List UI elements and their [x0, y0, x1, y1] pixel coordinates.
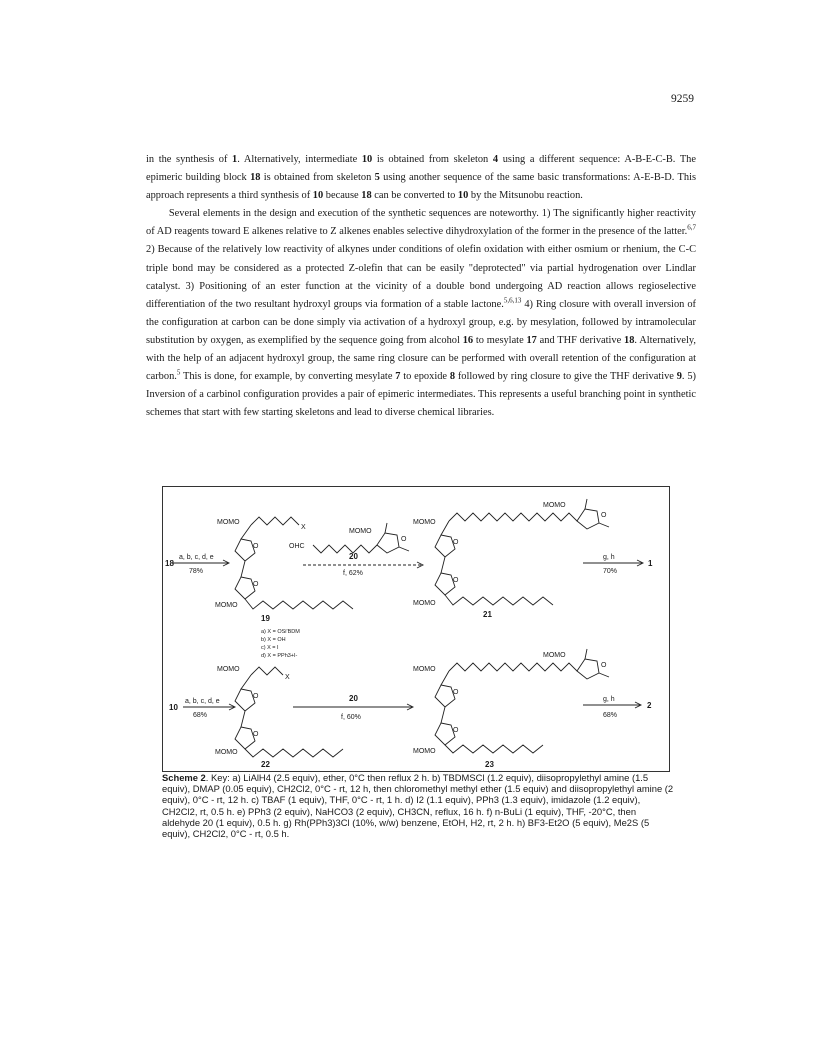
thf-ring-21-lower [435, 573, 455, 595]
thf-ring-23-lower [435, 723, 455, 745]
chain-20 [313, 545, 377, 553]
momo-23-top: MOMO [413, 666, 436, 673]
ring-o-22b: O [253, 731, 259, 738]
text-run: because [323, 190, 362, 202]
lactone-o-23: O [601, 662, 607, 669]
chain-22-bottom [245, 749, 343, 757]
compound-ref: 4 [492, 154, 499, 165]
x-variant-d: d) X = PPh3+I- [261, 653, 298, 659]
thf-ring-19-lower [235, 577, 255, 599]
arrow-2-reagents: 20 [349, 552, 358, 561]
arrow-2-yield: f, 62% [343, 570, 363, 577]
chain-22-top [251, 667, 283, 675]
arrow-6-yield: 68% [603, 712, 618, 719]
text-run: . Alternatively, with the help of an adjacent hydroxyl group, the same ring closure can be performed with overall retention of the configuration at carbon. [146, 334, 696, 383]
caption-text: . Key: a) LiAlH4 (2.5 equiv), ether, 0°C then reflux 2 h. b) TBDMSCl (1.2 equiv), diisopropylethyl amine (1.5 equiv), DMAP (0.05 equiv), CH2Cl2, 0°C - rt, 12 h, then chloromethyl methyl ether (1.5 equiv) and diisopropylethyl amine (2 equiv), 0°C - rt, 12 h. c) TBAF (1 equiv), THF, 0°C - rt, 1 h. d) I2 (1.1 equiv), PPh3 (1.3 equiv), imidazole (1.2 equiv), CH2Cl2, rt, 0.5 h. e) PPh3 (2 equiv), NaHCO3 (2 equiv), CH3CN, reflux, 16 h. f) n-BuLi (1 equiv), THF, -20°C, then aldehyde 20 (1 equiv), 0.5 h. g) Rh(PPh3)3Cl (10%, w/w) benzene, EtOH, H2, rt, 2 h. h) BF3-Et2O (5 equiv), Me2S (5 equiv), CH2Cl2, 0°C - rt, 0.5 h. [162, 772, 674, 840]
compound-2: 2 [647, 701, 652, 710]
ring-o-22a: O [253, 693, 259, 700]
text-run: Several elements in the design and execution of the synthetic sequences are noteworthy. 1) The significantly higher reactivity of AD reagents toward E alkenes relative to Z alkenes enables selective dihydroxylation of the former in the presence of the latter. [146, 208, 696, 238]
link-19b [241, 561, 245, 577]
compound-10: 10 [169, 703, 178, 712]
chain-21-top [449, 513, 577, 521]
text-run: can be converted to [371, 190, 458, 202]
arrow-1-yield: 78% [189, 568, 204, 575]
arrow-1-reagents: a, b, c, d, e [179, 554, 214, 561]
ring-o-21b: O [453, 577, 459, 584]
compound-19: 19 [261, 614, 270, 623]
ring-o-21a: O [453, 539, 459, 546]
lactone-20 [377, 533, 399, 553]
chain-21-bottom [445, 595, 553, 605]
text-run: to mesylate [473, 334, 527, 346]
compound-21: 21 [483, 610, 492, 619]
chain-23-bottom [445, 745, 543, 753]
text-run: to epoxide [400, 371, 450, 383]
scheme-caption [162, 772, 674, 839]
compound-ref: 1 [232, 154, 238, 165]
arrow-4-reagents: a, b, c, d, e [185, 698, 220, 705]
arrow-5-yield: f, 60% [341, 714, 361, 721]
text-run: This is done, for example, by converting mesylate [180, 371, 396, 383]
thf-ring-19-upper [235, 539, 255, 561]
text-run: and THF derivative [536, 334, 625, 346]
lactone-21 [577, 509, 599, 529]
text-run: using another sequence of the same basic transformations: A-E-B-D. This approach represents a third synthesis of [146, 172, 696, 202]
arrow-5-reagents: 20 [349, 694, 358, 703]
compound-ref: 5 [374, 172, 380, 184]
compound-ref: 10 [361, 154, 373, 165]
citation-ref: 5 [176, 368, 181, 377]
compound-18: 18 [165, 559, 174, 568]
momo-22-bot: MOMO [215, 749, 238, 756]
momo-21-top: MOMO [413, 519, 436, 526]
x-variant-a: a) X = OSi'BDM [261, 629, 300, 635]
x-variant-c: c) X = I [261, 645, 279, 651]
ring-o-23b: O [453, 727, 459, 734]
text-run: is obtained from skeleton [260, 172, 375, 184]
paragraph-1 [146, 151, 696, 205]
lactone-o-20: O [401, 536, 407, 543]
compound-22: 22 [261, 760, 270, 769]
arrow-3-yield: 70% [603, 568, 618, 575]
text-run: by the Mitsunobu reaction. [468, 190, 583, 202]
text-run: . Alternatively, intermediate [237, 154, 362, 165]
scheme-drawing [163, 487, 671, 773]
text-run: using a different sequence: A-B-E-C-B. The epimeric building block [146, 154, 696, 184]
thf-ring-21-upper [435, 535, 455, 557]
text-run: 2) Because of the relatively low reactivity of alkynes under conditions of olefin oxidation with either osmium or rhenium, the C-C triple bond may be considered as a protected Z-olefin that can be easily "deprotected" via partial hydrogenation over Lindlar catalyst. 3) Positioning of an ester function at the vicinity of a double bond undergoing AD reaction allows regioselective differentiation of the two resultant hydroxyl groups via formation of a stable lactone. [146, 244, 696, 310]
momo-22-top: MOMO [217, 666, 240, 673]
text-run: . 5) Inversion of a carbinol configuration provides a pair of epimeric intermediates. This represents a useful branching point in synthetic schemes that start with few starting skeletons and lead to diverse chemical libraries. [146, 371, 696, 419]
thf-ring-22-upper [235, 689, 255, 711]
text-run: in the synthesis of [146, 154, 233, 165]
chain-19-bottom [245, 599, 353, 609]
ring-o-23a: O [453, 689, 459, 696]
caption-label: Scheme 2 [162, 772, 206, 783]
text-run: followed by ring closure to give the THF derivative [455, 371, 677, 383]
compound-ref: 10 [457, 190, 469, 202]
compound-1: 1 [648, 559, 653, 568]
momo-21-bot: MOMO [413, 600, 436, 607]
page-number: 9259 [671, 93, 694, 105]
ring-o-19a: O [253, 543, 259, 550]
compound-23: 23 [485, 760, 494, 769]
momo-21-lac: MOMO [543, 502, 566, 509]
momo-19-bot: MOMO [215, 602, 238, 609]
x-variant-b: b) X = OH [261, 637, 286, 643]
link-19 [241, 525, 251, 539]
x-22: X [285, 674, 290, 681]
momo-19-top: MOMO [217, 519, 240, 526]
body-text [146, 151, 696, 422]
compound-ref: 9 [676, 371, 682, 383]
compound-ref: 17 [526, 334, 537, 346]
lactone-23 [577, 659, 599, 679]
thf-ring-23-upper [435, 685, 455, 707]
ring-o-19b: O [253, 581, 259, 588]
text-run: 4) Ring closure with overall inversion of the configuration at carbon can be done simply via activation of a hydroxyl group, e.g. by mesylation, followed by intramolecular substitution by oxygen, as exemplified by the sequence going from alcohol [146, 298, 697, 346]
momo-20: MOMO [349, 528, 372, 535]
momo-23-lac: MOMO [543, 652, 566, 659]
text-run: is obtained from skeleton [372, 154, 493, 165]
chain-19-top [251, 517, 299, 525]
momo-23-bot: MOMO [413, 748, 436, 755]
compound-ref: 8 [449, 371, 456, 383]
compound-ref: 18 [250, 172, 261, 184]
compound-ref: 16 [462, 334, 474, 346]
ohc-20: OHC [289, 543, 305, 550]
compound-ref: 18 [361, 190, 372, 202]
compound-ref: 18 [624, 334, 635, 346]
lactone-o-21: O [601, 512, 607, 519]
arrow-6-reagents: g, h [603, 696, 615, 703]
arrow-3-reagents: g, h [603, 554, 615, 561]
x-19: X [301, 524, 306, 531]
paragraph-2 [146, 205, 696, 422]
thf-ring-22-lower [235, 727, 255, 749]
citation-ref: 5,6,13 [503, 296, 522, 305]
citation-ref: 6,7 [687, 223, 696, 232]
compound-ref: 10 [312, 190, 324, 202]
scheme-2-figure [162, 486, 670, 772]
chain-23-top [449, 663, 577, 671]
compound-ref: 7 [395, 371, 401, 383]
arrow-4-yield: 68% [193, 712, 208, 719]
